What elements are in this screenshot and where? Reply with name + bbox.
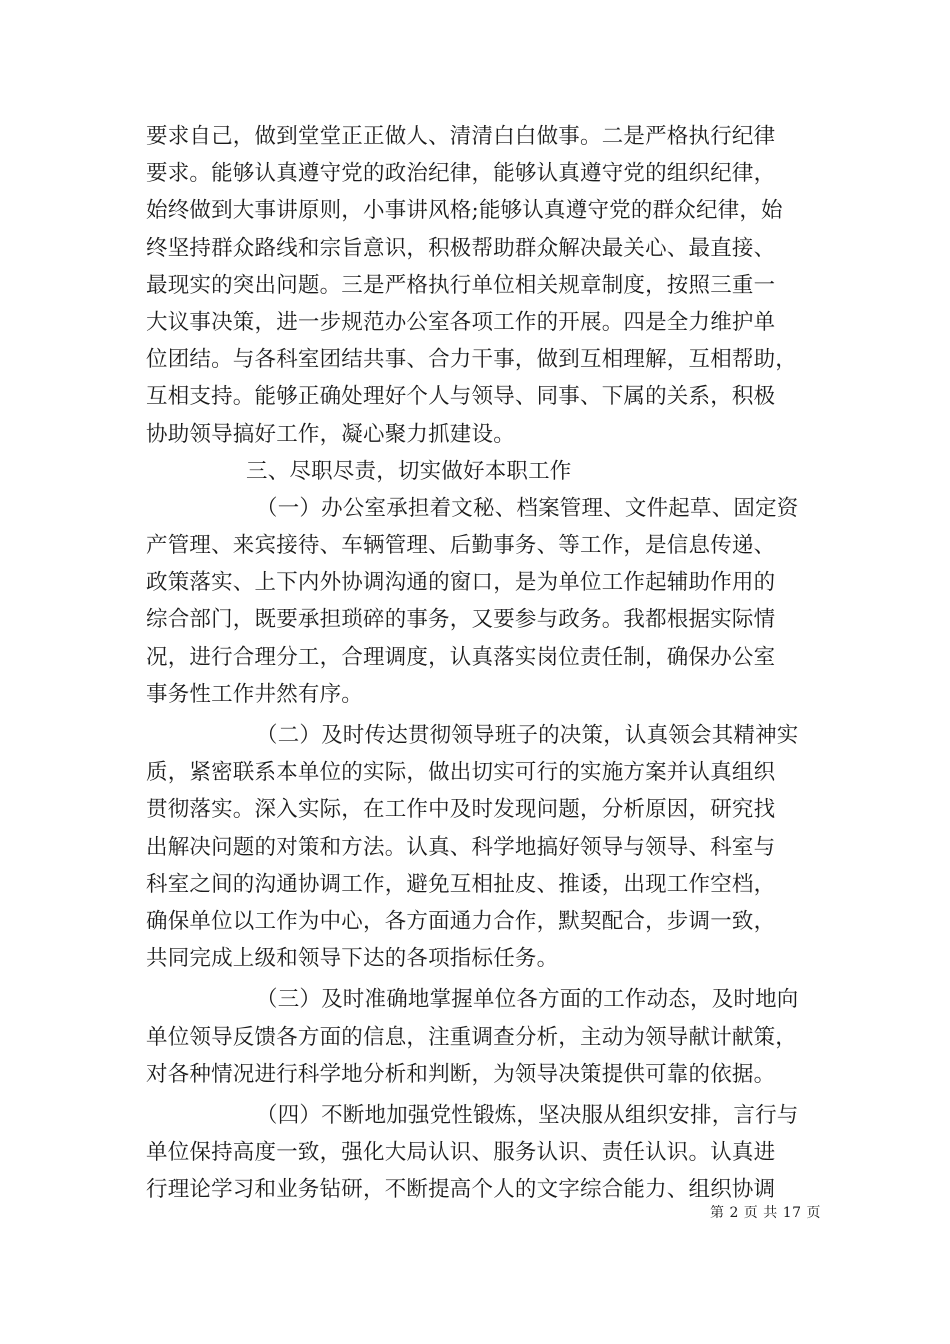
text-line: 对各种情况进行科学地分析和判断，为领导决策提供可靠的依据。 [146, 1061, 776, 1087]
text-line: 协助领导搞好工作，凝心聚力抓建设。 [146, 421, 515, 447]
document-body [146, 118, 810, 1208]
paragraph-first-line: （四）不断地加强党性锻炼，坚决服从组织安排，言行与 [256, 1102, 799, 1128]
text-line: 产管理、来宾接待、车辆管理、后勤事务、等工作，是信息传递、 [146, 533, 776, 559]
text-line: 确保单位以工作为中心，各方面通力合作，默契配合，步调一致， [146, 908, 776, 934]
text-line: 终坚持群众路线和宗旨意识，积极帮助群众解决最关心、最直接、 [146, 235, 776, 261]
text-line: 始终做到大事讲原则，小事讲风格;能够认真遵守党的群众纪律，始 [146, 198, 783, 224]
text-line: 行理论学习和业务钻研，不断提高个人的文字综合能力、组织协调 [146, 1177, 776, 1203]
section-heading: 三、尽职尽责，切实做好本职工作 [246, 458, 572, 484]
paragraph-first-line: （一）办公室承担着文秘、档案管理、文件起草、固定资 [256, 495, 799, 521]
text-line: 最现实的突出问题。三是严格执行单位相关规章制度，按照三重一 [146, 272, 776, 298]
text-line: 贯彻落实。深入实际，在工作中及时发现问题，分析原因，研究找 [146, 797, 776, 823]
text-line: 事务性工作井然有序。 [146, 681, 364, 707]
paragraph-first-line: （二）及时传达贯彻领导班子的决策，认真领会其精神实 [256, 723, 799, 748]
text-line: 质，紧密联系本单位的实际，做出切实可行的实施方案并认真组织 [146, 760, 776, 786]
text-line: 大议事决策，进一步规范办公室各项工作的开展。四是全力维护单 [146, 309, 776, 335]
text-line: 位团结。与各科室团结共事、合力干事，做到互相理解，互相帮助， [146, 347, 798, 373]
text-line: 单位保持高度一致，强化大局认识、服务认识、责任认识。认真进 [146, 1140, 776, 1166]
text-line: 要求自己，做到堂堂正正做人、清清白白做事。二是严格执行纪律 [146, 124, 776, 149]
text-line: 共同完成上级和领导下达的各项指标任务。 [146, 946, 559, 972]
paragraph-first-line: （三）及时准确地掌握单位各方面的工作动态，及时地向 [256, 987, 799, 1013]
text-line: 科室之间的沟通协调工作，避免互相扯皮、推诿，出现工作空档， [146, 871, 776, 897]
text-line: 单位领导反馈各方面的信息，注重调查分析，主动为领导献计献策， [146, 1024, 798, 1050]
text-line: 互相支持。能够正确处理好个人与领导、同事、下属的关系，积极 [146, 384, 776, 410]
text-line: 综合部门，既要承担琐碎的事务，又要参与政务。我都根据实际情 [146, 607, 776, 633]
page-number: 第 2 页 共 17 页 [710, 1205, 821, 1221]
text-line: 况，进行合理分工，合理调度，认真落实岗位责任制，确保办公室 [146, 644, 776, 670]
text-line: 政策落实、上下内外协调沟通的窗口，是为单位工作起辅助作用的 [146, 570, 776, 596]
text-line: 出解决问题的对策和方法。认真、科学地搞好领导与领导、科室与 [146, 834, 776, 860]
text-line: 要求。能够认真遵守党的政治纪律，能够认真遵守党的组织纪律， [146, 161, 776, 187]
